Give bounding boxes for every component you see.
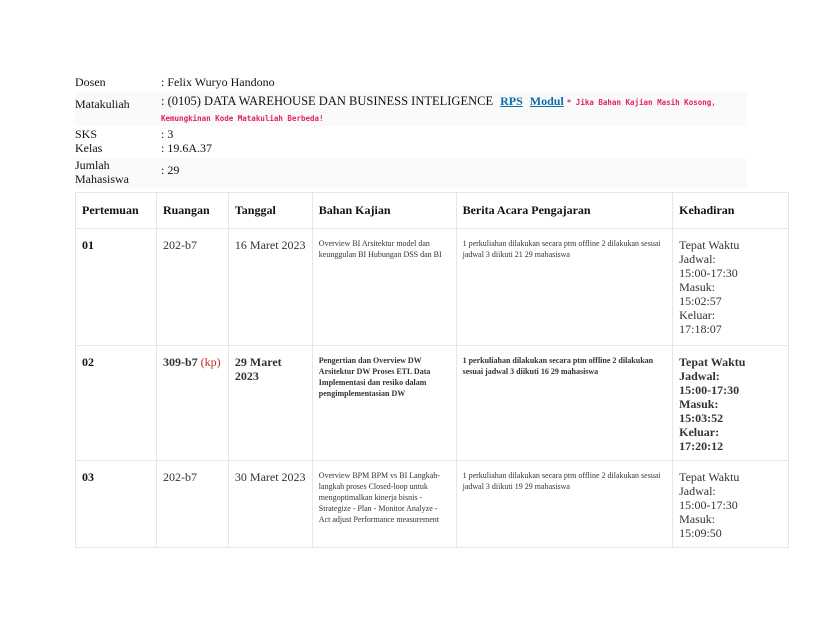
table-header-row (76, 193, 789, 229)
info-row-matakuliah (75, 92, 747, 126)
header-ruangan: Ruangan (156, 193, 228, 229)
info-row-dosen (75, 75, 747, 89)
cell-bahan-kajian: Pengertian dan Overview DW Arsitektur DW Proses ETL Data Implementasi dan resiko dalam pengimplementasian DW (312, 346, 456, 461)
cell-kehadiran (673, 346, 789, 461)
cell-bahan-kajian: Overview BPM BPM vs BI Langkah-langkah proses Closed-loop untuk mengoptimalkan kinerja bisnis - Strategize - Plan - Monitor Analyze - Act adjust Performance measurement (312, 461, 456, 548)
kehadiran-jadwal-value: 15:00-17:30 (679, 266, 738, 280)
jumlah-label-line1: Jumlah (75, 158, 110, 172)
header-kehadiran: Kehadiran (673, 193, 789, 229)
matakuliah-value: : (0105) DATA WAREHOUSE DAN BUSINESS INTELIGENCE (161, 94, 494, 108)
cell-kehadiran (673, 461, 789, 548)
cell-kehadiran (673, 229, 789, 346)
table-row (76, 346, 789, 461)
sks-value: : 3 (161, 127, 174, 141)
table-row (76, 461, 789, 548)
info-row-sks (75, 127, 747, 141)
modul-link[interactable]: Modul (529, 94, 564, 108)
kehadiran-masuk-label: Masuk: (679, 397, 719, 411)
kehadiran-keluar-value: 17:18:07 (679, 322, 722, 336)
cell-tanggal: 30 Maret 2023 (228, 461, 312, 548)
kelas-value: : 19.6A.37 (161, 141, 212, 155)
meeting-table (75, 192, 789, 548)
kehadiran-jadwal-label: Jadwal: (679, 252, 716, 266)
cell-tanggal: 16 Maret 2023 (228, 229, 312, 346)
header-bahan-kajian: Bahan Kajian (312, 193, 456, 229)
header-pertemuan: Pertemuan (76, 193, 157, 229)
info-row-kelas (75, 141, 747, 155)
cell-pertemuan: 02 (76, 346, 157, 461)
kehadiran-keluar-label: Keluar: (679, 425, 720, 439)
kehadiran-keluar-value: 17:20:12 (679, 439, 724, 453)
rps-link[interactable]: RPS (500, 94, 523, 108)
kehadiran-jadwal-label: Jadwal: (679, 369, 720, 383)
course-info (75, 75, 747, 188)
cell-pertemuan: 01 (76, 229, 157, 346)
kehadiran-status: Tepat Waktu (679, 355, 746, 369)
jumlah-label (75, 158, 161, 186)
kehadiran-masuk-label: Masuk: (679, 280, 716, 294)
kelas-label: Kelas (75, 141, 103, 155)
missing-material-note: * Jika Bahan Kajian Masih Kosong, Kemungkinan Kode Matakuliah Berbeda! (161, 98, 716, 123)
dosen-value: : Felix Wuryo Handono (161, 75, 275, 89)
kehadiran-masuk-value: 15:02:57 (679, 294, 722, 308)
kehadiran-masuk-value: 15:03:52 (679, 411, 724, 425)
kehadiran-jadwal-label: Jadwal: (679, 484, 716, 498)
kehadiran-keluar-label: Keluar: (679, 308, 716, 322)
cell-berita-acara: 1 perkuliahan dilakukan secara ptm offline 2 dilakukan sesuai jadwal 3 diikuti 21 29 mahasiswa (456, 229, 673, 346)
kehadiran-jadwal-value: 15:00-17:30 (679, 383, 740, 397)
kehadiran-masuk-label: Masuk: (679, 512, 716, 526)
kehadiran-status: Tepat Waktu (679, 238, 740, 252)
cell-pertemuan: 03 (76, 461, 157, 548)
sks-label: SKS (75, 127, 98, 141)
jumlah-label-line2: Mahasiswa (75, 172, 129, 186)
header-berita-acara: Berita Acara Pengajaran (456, 193, 673, 229)
matakuliah-value-container (161, 92, 747, 126)
table-row (76, 229, 789, 346)
dosen-label: Dosen (75, 75, 106, 89)
header-tanggal: Tanggal (228, 193, 312, 229)
jumlah-value: : 29 (161, 163, 180, 177)
cell-ruangan (156, 346, 228, 461)
kehadiran-status: Tepat Waktu (679, 470, 740, 484)
info-row-jumlah (75, 158, 747, 188)
kehadiran-jadwal-value: 15:00-17:30 (679, 498, 738, 512)
cell-tanggal: 29 Maret 2023 (228, 346, 312, 461)
kehadiran-masuk-value: 15:09:50 (679, 526, 722, 540)
cell-berita-acara: 1 perkuliahan dilakukan secara ptm offline 2 dilakukan sesuai jadwal 3 diikuti 19 29 mahasiswa (456, 461, 673, 548)
ruangan-kp-note: (kp) (200, 355, 221, 369)
cell-berita-acara: 1 perkuliahan dilakukan secara ptm offline 2 dilakukan sesuai jadwal 3 diikuti 16 29 mahasiswa (456, 346, 673, 461)
matakuliah-label: Matakuliah (75, 97, 130, 111)
cell-bahan-kajian: Overview BI Arsitektur model dan keunggulan BI Hubungan DSS dan BI (312, 229, 456, 346)
ruangan-code: 309-b7 (162, 355, 198, 369)
cell-ruangan: 202-b7 (156, 229, 228, 346)
cell-ruangan: 202-b7 (156, 461, 228, 548)
